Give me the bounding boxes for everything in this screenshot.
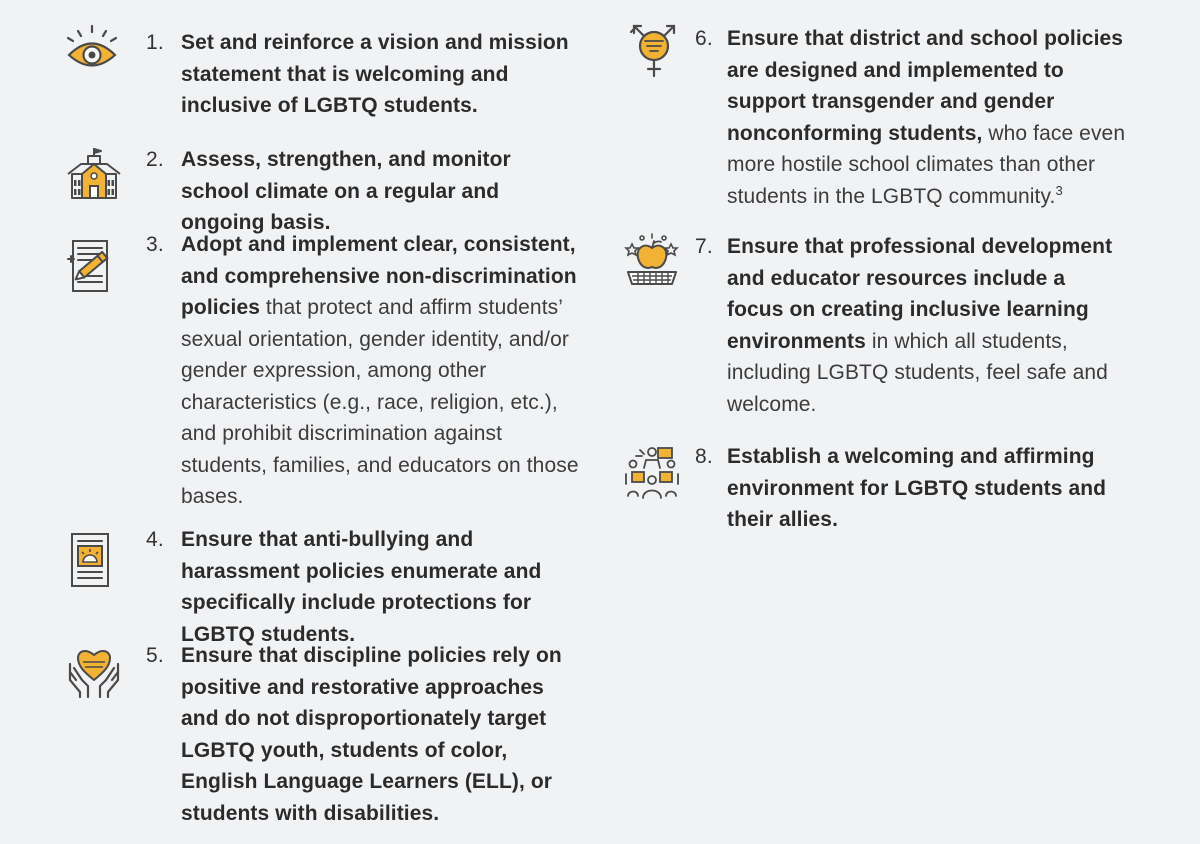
item-text-bold: Ensure that professional development and educator resources include a focus on creating inclusive learning environments: [727, 235, 1113, 353]
document-pencil-icon: [64, 236, 120, 292]
item-text-normal: that protect and affirm students’ sexual orientation, gender identity, and/or gender expression, among other characteristics (e.g., race, religion, etc.), and prohibit discrimination against students, families, and educators on those bases.: [181, 296, 579, 508]
item-number: 7.: [695, 235, 713, 258]
item-text: [727, 23, 1147, 212]
schoolhouse-icon: [66, 146, 122, 202]
item-text-bold: Ensure that discipline policies rely on positive and restorative approaches and do not disproportionately target LGBTQ youth, students of color, English Language Learners (ELL), or students with disabilities.: [181, 644, 562, 825]
item-text: [181, 27, 581, 122]
item-text: [181, 524, 591, 650]
item-text-bold: Assess, strengthen, and monitor school climate on a regular and ongoing basis.: [181, 148, 511, 234]
footnote-marker: 3: [1055, 182, 1063, 198]
item-number: 4.: [146, 528, 164, 551]
item-text-normal: who face even more hostile school climates than other students in the LGBTQ community.: [727, 121, 1126, 208]
item-text-normal: in which all students, including LGBTQ students, feel safe and welcome.: [727, 329, 1108, 416]
item-text: [181, 229, 581, 513]
item-text-bold: Ensure that district and school policies are designed and implemented to support transgender and gender nonconforming students,: [727, 27, 1124, 145]
item-text-bold: Set and reinforce a vision and mission statement that is welcoming and inclusive of LGBTQ students.: [181, 31, 569, 117]
eye-icon: [64, 22, 120, 78]
item-text-bold: Establish a welcoming and affirming environment for LGBTQ students and their allies.: [727, 445, 1107, 531]
hands-heart-icon: [66, 642, 122, 698]
item-text: [727, 231, 1127, 420]
policy-document-icon: [62, 532, 118, 588]
item-text: [181, 640, 581, 829]
item-number: 1.: [146, 31, 164, 54]
item-number: 8.: [695, 445, 713, 468]
item-text-bold: Adopt and implement clear, consistent, and comprehensive non-discrimination policies: [181, 233, 577, 319]
item-number: 6.: [695, 27, 713, 50]
item-text: [181, 144, 581, 239]
transgender-symbol-icon: [626, 22, 682, 78]
item-text-bold: Ensure that anti-bullying and harassment policies enumerate and specifically include protections for LGBTQ students.: [181, 528, 542, 646]
item-number: 3.: [146, 233, 164, 256]
item-text: [727, 441, 1137, 536]
item-number: 2.: [146, 148, 164, 171]
apple-book-icon: [624, 232, 680, 288]
group-meeting-icon: [624, 444, 680, 500]
item-number: 5.: [146, 644, 164, 667]
